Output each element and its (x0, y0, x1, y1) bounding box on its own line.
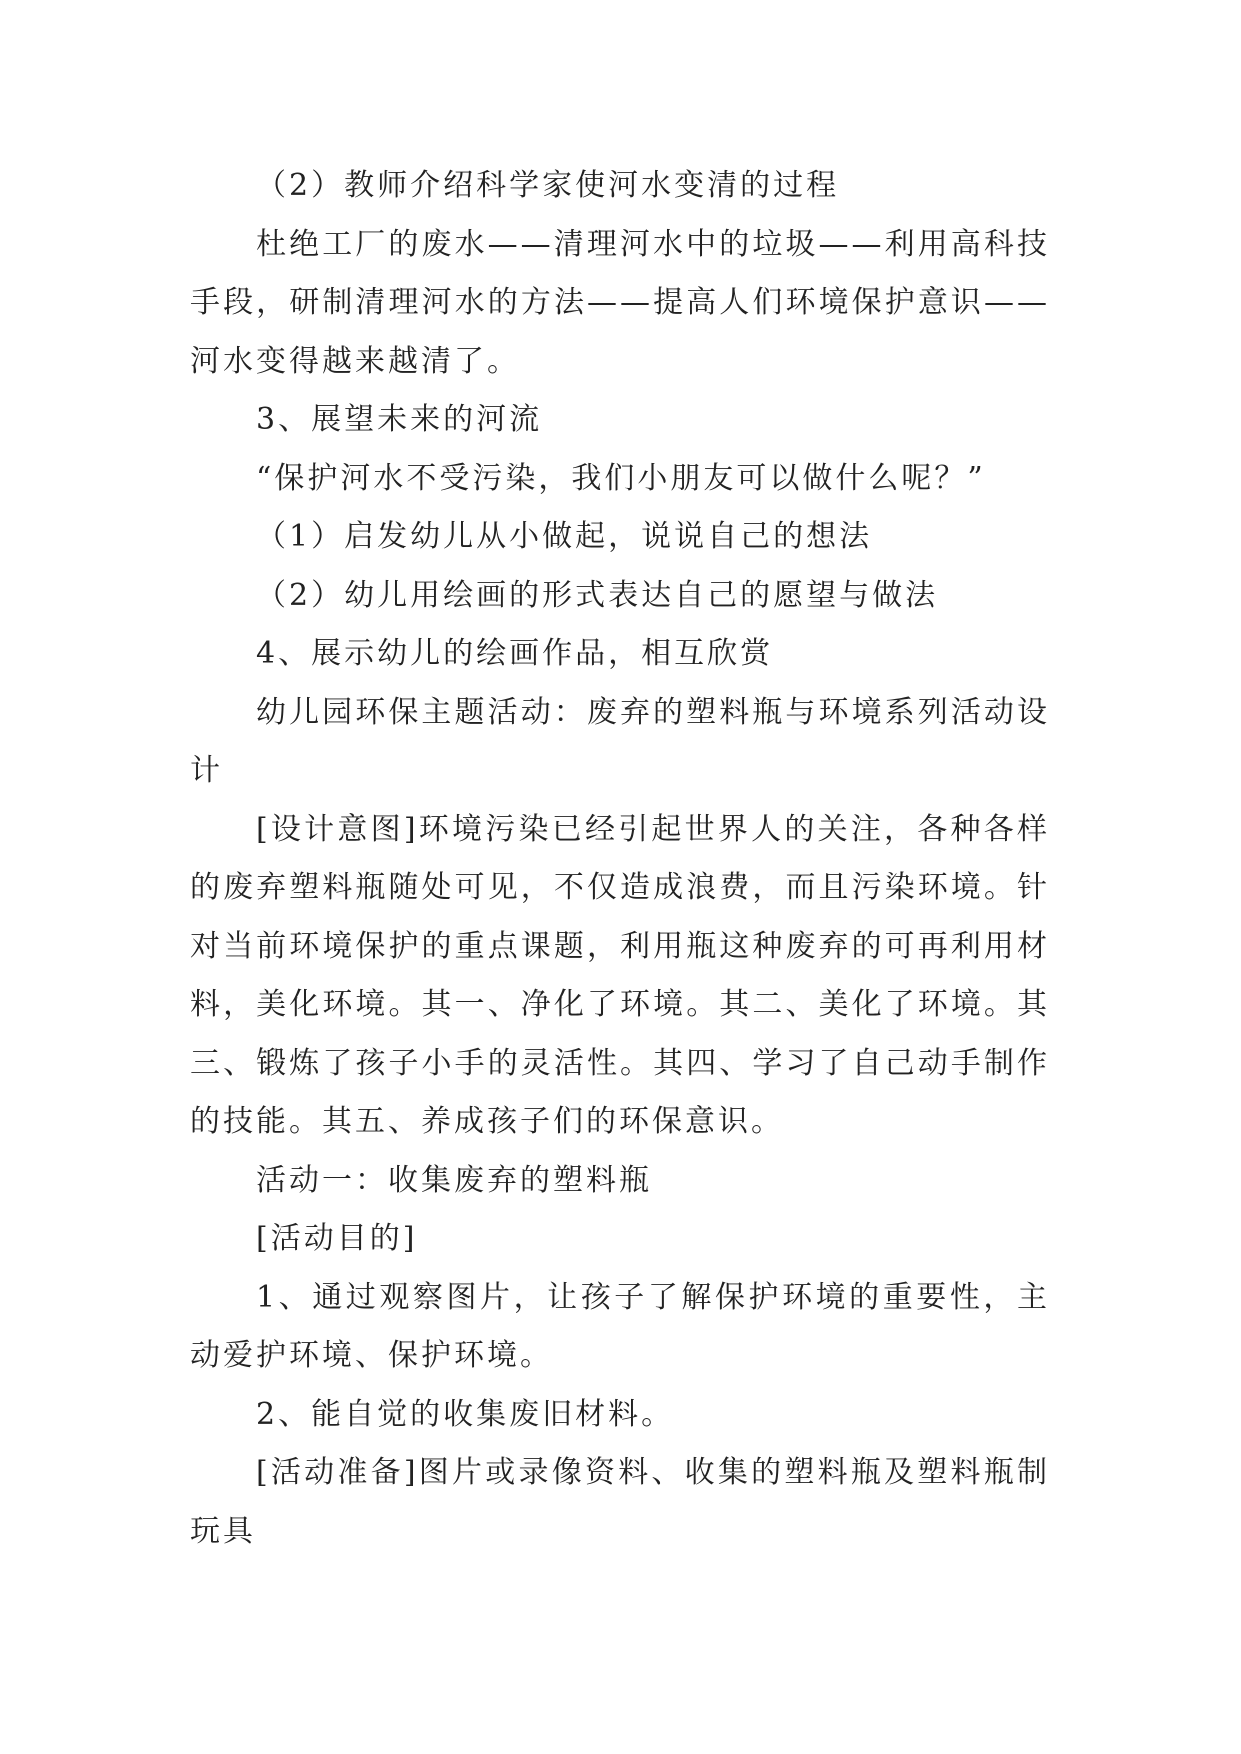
paragraph-children-drawing: （2）幼儿用绘画的形式表达自己的愿望与做法 (256, 577, 939, 613)
paragraph-purpose-item-1: 1、通过观察图片，让孩子了解保护环境的重要性，主动爱护环境、保护环境。 (190, 1279, 1050, 1373)
document-body (190, 157, 1050, 1561)
paragraph-protection-question: “保护河水不受污染，我们小朋友可以做什么呢？” (256, 460, 986, 496)
paragraph-teacher-introduction: （2）教师介绍科学家使河水变清的过程 (256, 168, 840, 203)
paragraph-activity-one-title: 活动一：收集废弃的塑料瓶 (256, 1162, 652, 1198)
paragraph-activity-theme-title: 幼儿园环保主题活动：废弃的塑料瓶与环境系列活动设计 (190, 694, 1050, 788)
paragraph-design-intent: [设计意图]环境污染已经引起世界人的关注，各种各样的废弃塑料瓶随处可见，不仅造成浪费，而且污染环境。针对当前环境保护的重点课题，利用瓶这种废弃的可再利用材料，美化环境。其一、净化了环境。其二、美化了环境。其三、锻炼了孩子小手的灵活性。其四、学习了自己动手制作的技能。其五、养成孩子们的环保意识。 (190, 811, 1050, 1139)
paragraph-river-cleaning-process: 杜绝工厂的废水——清理河水中的垃圾——利用高科技手段，研制清理河水的方法——提高人们环境保护意识——河水变得越来越清了。 (190, 226, 1050, 379)
paragraph-future-river-heading: 3、展望未来的河流 (256, 402, 543, 437)
paragraph-purpose-item-2: 2、能自觉的收集废旧材料。 (256, 1396, 675, 1432)
paragraph-show-artwork: 4、展示幼儿的绘画作品，相互欣赏 (256, 636, 774, 671)
paragraph-activity-preparation: [活动准备]图片或录像资料、收集的塑料瓶及塑料瓶制玩具 (190, 1455, 1050, 1549)
paragraph-activity-purpose-heading: [活动目的] (256, 1221, 418, 1256)
paragraph-inspire-children: （1）启发幼儿从小做起，说说自己的想法 (256, 519, 873, 554)
